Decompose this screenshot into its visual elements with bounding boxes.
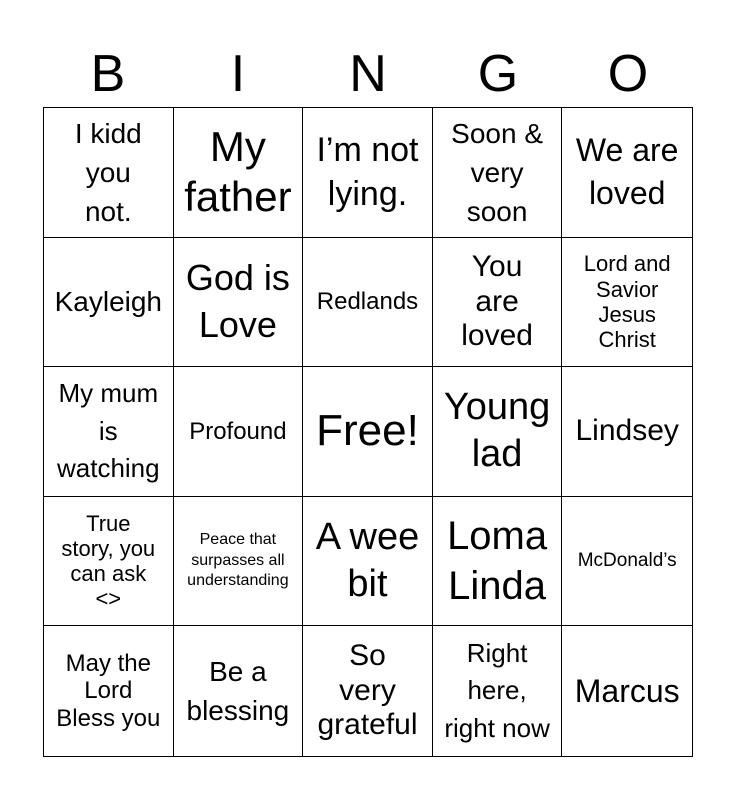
bingo-cell[interactable]: True story, you can ask <>	[44, 497, 174, 627]
bingo-cell[interactable]: My father	[174, 108, 304, 238]
bingo-cell[interactable]: Peace that surpasses all understanding	[174, 497, 304, 627]
bingo-cell[interactable]: You are loved	[433, 238, 563, 368]
header-letter-i: I	[230, 45, 246, 103]
bingo-cell[interactable]: Right here, right now	[433, 626, 563, 756]
bingo-cell[interactable]: We are loved	[562, 108, 692, 238]
bingo-cell[interactable]: A wee bit	[303, 497, 433, 627]
bingo-cell[interactable]: Kayleigh	[44, 238, 174, 368]
bingo-cell[interactable]: Be a blessing	[174, 626, 304, 756]
header-letter-g: G	[477, 45, 519, 103]
bingo-cell[interactable]: Profound	[174, 367, 304, 497]
bingo-cell[interactable]: I kidd you not.	[44, 108, 174, 238]
bingo-cell free-space[interactable]: Free!	[303, 367, 433, 497]
bingo-cell[interactable]: Lindsey	[562, 367, 692, 497]
bingo-cell[interactable]: Redlands	[303, 238, 433, 368]
bingo-cell[interactable]: I’m not lying.	[303, 108, 433, 238]
bingo-cell[interactable]: Young lad	[433, 367, 563, 497]
bingo-cell[interactable]: My mum is watching	[44, 367, 174, 497]
bingo-cell[interactable]: Loma Linda	[433, 497, 563, 627]
bingo-board	[43, 107, 693, 757]
bingo-cell[interactable]: Lord and Savior Jesus Christ	[562, 238, 692, 368]
bingo-cell[interactable]: McDonald’s	[562, 497, 692, 627]
bingo-header	[43, 42, 693, 106]
bingo-cell[interactable]: Soon & very soon	[433, 108, 563, 238]
bingo-cell[interactable]: May the Lord Bless you	[44, 626, 174, 756]
header-letter-n: N	[349, 45, 387, 103]
bingo-cell[interactable]: Marcus	[574, 672, 680, 709]
header-letter-o: O	[607, 45, 649, 103]
header-letter-b: B	[90, 45, 126, 103]
bingo-cell[interactable]: God is Love	[174, 238, 304, 368]
bingo-cell[interactable]: So very grateful	[303, 626, 433, 756]
